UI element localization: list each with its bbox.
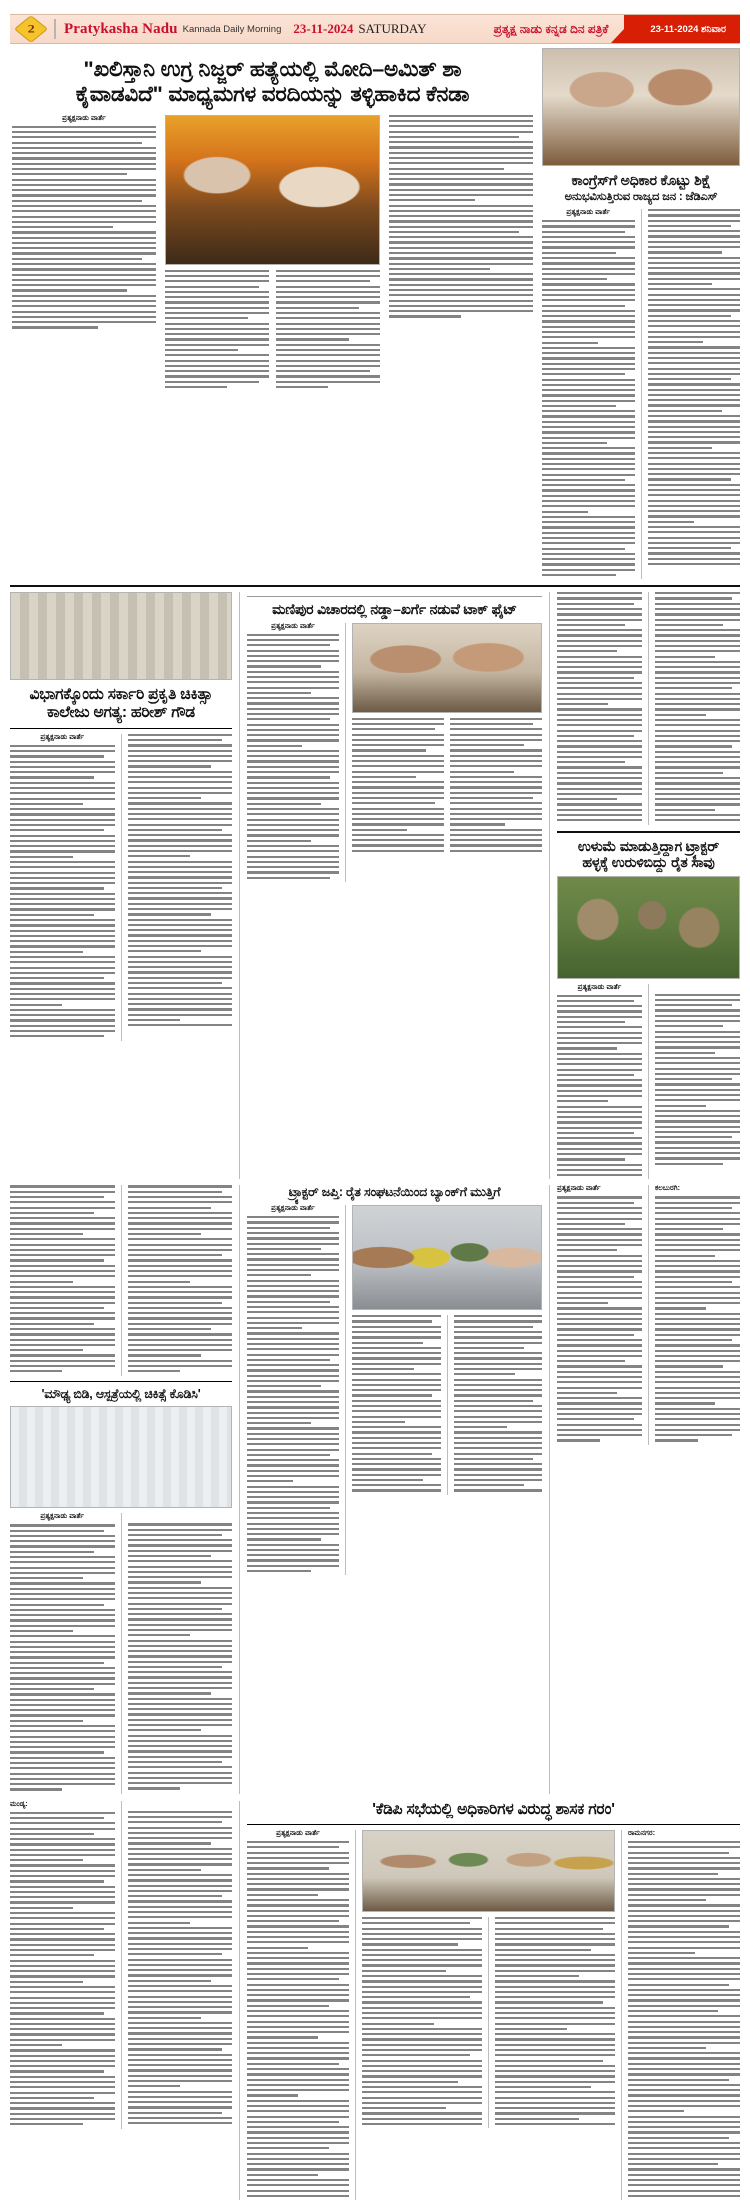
paper-logo-icon	[14, 15, 48, 43]
masthead-date-tab: 23-11-2024 ಶನಿವಾರ	[624, 14, 740, 44]
tractor-seizure-columns	[247, 1205, 542, 1575]
jds-headline	[542, 172, 740, 204]
tractor-death-continuation	[557, 1185, 740, 1793]
jds-headline-line1: ಕಾಂಗ್ರೆಸ್‌ಗೆ ಅಧಿಕಾರ ಕೊಟ್ಟು ಶಿಕ್ಷೆ	[571, 172, 711, 188]
kdp-rule	[247, 1824, 740, 1825]
lead-body-1	[12, 126, 156, 329]
lead-col-1	[10, 115, 158, 391]
superstition-story	[10, 1185, 232, 1793]
tractor-death-headline-line1: ಉಳುಮೆ ಮಾಡುತ್ತಿದ್ದಾಗ ಟ್ರ್ಯಾಕ್ಟರ್	[577, 837, 720, 854]
lead-body-3	[389, 115, 533, 318]
tractor-seizure-byline: ಪ್ರತ್ಯಕ್ಷನಾಡು ವಾರ್ತೆ	[271, 1205, 315, 1213]
kdp-column-divider-1	[355, 1830, 356, 2200]
lower-divider-2	[549, 1185, 550, 1793]
siddaramaiah-dkshivakumar-photo	[542, 48, 740, 166]
college-headline	[10, 686, 232, 723]
middle-block	[10, 592, 740, 1179]
masthead	[10, 14, 740, 44]
middle-divider-2	[549, 592, 550, 1179]
kdp-col-2	[362, 1830, 615, 2200]
tractor-seizure-story	[247, 1185, 542, 1793]
lead-story	[10, 48, 535, 579]
kdp-headline: 'ಕೆಡಿಪಿ ಸಭೆಯಲ್ಲಿ ಅಧಿಕಾರಿಗಳ ವಿರುದ್ಧ ಶಾಸಕ ಗರಂ'	[372, 1800, 615, 1818]
kharge-nadda-photo	[352, 623, 542, 713]
manipur-story	[247, 592, 542, 1179]
lead-headline-line1: "ಖಲಿಸ್ತಾನಿ ಉಗ್ರ ನಿಜ್ಜರ್ ಹತ್ಯೆಯಲ್ಲಿ ಮೋದಿ–ಅಮಿತ್ ಶಾ	[83, 57, 462, 81]
lead-headline	[10, 48, 535, 115]
jds-columns	[542, 209, 740, 579]
jds-column-divider	[641, 209, 642, 579]
lower-divider-1	[239, 1185, 240, 1793]
overturned-tractor-photo	[557, 876, 740, 979]
college-col-2	[128, 734, 233, 1041]
college-story	[10, 592, 232, 1179]
jds-col-1	[542, 209, 635, 579]
tractor-seizure-col-1	[247, 1205, 339, 1575]
section-rule-1	[10, 585, 740, 587]
kdp-columns	[247, 1830, 740, 2200]
jds-continuation	[557, 592, 740, 824]
tractor-seizure-column-divider	[345, 1205, 346, 1575]
tractor-death-columns	[557, 984, 740, 1180]
jds-byline: ಪ್ರತ್ಯಕ್ಷನಾಡು ವಾರ್ತೆ	[566, 209, 611, 217]
jds-headline-line2: ಅನುಭವಿಸುತ್ತಿರುವ ರಾಜ್ಯದ ಜನ : ಜೆಡಿಎಸ್	[564, 190, 718, 203]
lead-byline: ಪ್ರತ್ಯಕ್ಷನಾಡು ವಾರ್ತೆ	[62, 114, 106, 122]
naturopathy-college-group-photo	[10, 592, 232, 680]
masthead-logo[interactable]	[10, 14, 52, 44]
lead-story-columns	[10, 115, 535, 391]
kdp-meeting-photo	[362, 1830, 615, 1912]
masthead-divider	[54, 19, 56, 39]
top-block	[10, 48, 740, 579]
trudeau-modi-photo	[165, 115, 380, 265]
lead-headline-line2: ಕೈವಾಡವಿದೆ" ಮಾಧ್ಯಮಗಳ ವರದಿಯನ್ನು ತಳ್ಳಿಹಾಕಿದ ಕೆನಡಾ	[75, 82, 470, 107]
farmers-protest-photo	[352, 1205, 542, 1310]
college-columns	[10, 734, 232, 1041]
tractor-death-column-divider	[648, 984, 649, 1180]
manipur-column-divider-1	[345, 623, 346, 882]
kdp-column-divider-2	[621, 1830, 622, 2200]
manipur-byline: ಪ್ರತ್ಯಕ್ಷನಾಡು ವಾರ್ತೆ	[271, 622, 315, 630]
paper-tagline: Kannada Daily Morning	[182, 23, 282, 35]
kdp-byline: ಪ್ರತ್ಯಕ್ಷನಾಡು ವಾರ್ತೆ	[276, 1829, 320, 1837]
lead-body-2	[165, 270, 380, 391]
manipur-columns	[247, 623, 542, 882]
manipur-top-rule	[247, 596, 542, 597]
tractor-death-cont-byline: ಪ್ರತ್ಯಕ್ಷನಾಡು ವಾರ್ತೆ	[557, 1185, 601, 1193]
logo-number: 2	[27, 21, 35, 36]
kdp-col-3	[628, 1830, 740, 2200]
masthead-kannada-title: ಪ್ರತ್ಯಕ್ಷ ನಾಡು ಕನ್ನಡ ದಿನ ಪತ್ರಿಕೆ	[493, 21, 609, 36]
tractor-seizure-col-2	[352, 1205, 542, 1575]
jds-story	[542, 48, 740, 579]
college-col-1	[10, 734, 115, 1041]
kdp-dateline: ರಾಮನಗರ:	[628, 1829, 656, 1837]
tractor-death-rule	[557, 831, 740, 833]
tractor-seizure-headline: ಟ್ರ್ಯಾಕ್ಟರ್ ಜಪ್ತಿ: ರೈತ ಸಂಘಟನೆಯಿಂದ ಬ್ಯಾಂಕ್‌ಗೆ ಮುತ್ತಿಗೆ	[288, 1185, 501, 1200]
superstition-col-2	[128, 1513, 233, 1793]
superstition-columns	[10, 1513, 232, 1793]
kdp-col-1	[247, 1830, 349, 2200]
manipur-col-1	[247, 623, 339, 882]
tractor-death-headline-line2: ಹಳ್ಳಕ್ಕೆ ಉರುಳಿಬಿದ್ದು ರೈತ ಸಾವು	[582, 854, 715, 871]
tractor-death-byline: ಪ್ರತ್ಯಕ್ಷನಾಡು ವಾರ್ತೆ	[577, 983, 622, 991]
superstition-overflow	[10, 1801, 232, 2200]
tractor-death-headline	[557, 838, 740, 871]
college-headline-line1: ವಿಭಾಗಕ್ಕೊಂದು ಸರ್ಕಾರಿ ಪ್ರಕೃತಿ ಚಿಕಿತ್ಸಾ	[29, 686, 213, 704]
masthead-weekday: SATURDAY	[358, 21, 427, 36]
lower-middle-block	[10, 1185, 740, 1793]
tractor-death-col-2	[655, 984, 740, 1180]
superstition-col-1	[10, 1513, 115, 1793]
bottom-divider-1	[239, 1801, 240, 2200]
college-column-divider-1	[121, 734, 122, 1041]
superstition-headline: 'ಮೌಢ್ಯ ಬಿಡಿ, ಆಸ್ಪತ್ರೆಯಲ್ಲಿ ಚಿಕಿತ್ಸೆ ಕೊಡಿಸಿ'	[41, 1386, 201, 1401]
doctors-press-meet-photo	[10, 1406, 232, 1508]
tractor-death-cont-dateline: ಕಲಬುರಗಿ:	[655, 1185, 681, 1193]
superstition-column-divider	[121, 1513, 122, 1793]
lead-col-2	[165, 115, 380, 391]
superstition-rule	[10, 1381, 232, 1382]
jds-col-2	[648, 209, 741, 579]
middle-divider-1	[239, 592, 240, 1179]
lead-col-3	[387, 115, 535, 391]
tractor-death-col-1	[557, 984, 642, 1180]
college-byline: ಪ್ರತ್ಯಕ್ಷನಾಡು ವಾರ್ತೆ	[40, 733, 85, 741]
paper-name: Pratykasha Nadu	[64, 20, 178, 37]
college-headline-line2: ಕಾಲೇಜು ಅಗತ್ಯ: ಹರೀಶ್ ಗೌಡ	[47, 704, 195, 722]
college-rule	[10, 728, 232, 729]
superstition-dateline: ಮಂಡ್ಯ:	[10, 1800, 28, 1808]
superstition-byline: ಪ್ರತ್ಯಕ್ಷನಾಡು ವಾರ್ತೆ	[40, 1513, 85, 1521]
manipur-headline: ಮಣಿಪುರ ವಿಚಾರದಲ್ಲಿ ನಡ್ಡಾ–ಖರ್ಗೆ ನಡುವೆ ಟಾಕ್ ಫೈಟ್	[272, 601, 517, 618]
masthead-date: 23-11-2024	[293, 21, 354, 36]
college-continuation	[10, 1185, 232, 1375]
kdp-story	[247, 1801, 740, 2200]
tractor-death-story	[557, 592, 740, 1179]
manipur-col-2	[352, 623, 542, 882]
bottom-block	[10, 1801, 740, 2200]
